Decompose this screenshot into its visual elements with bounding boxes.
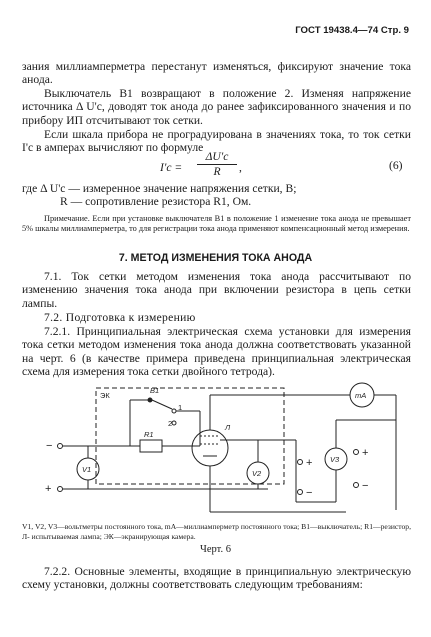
- formula-lhs: I'с =: [160, 161, 183, 174]
- formula-denominator: R: [213, 165, 221, 178]
- figure-label: Черт. 6: [200, 544, 231, 555]
- label-two: 2: [168, 419, 173, 428]
- label-v3: V3: [330, 455, 340, 464]
- formula-number: (6): [389, 159, 403, 172]
- label-b1: В1: [150, 386, 160, 395]
- paragraph-7-2-2: 7.2.2. Основные элементы, входящие в принципиальную электрическую схему установки, должны соответствовать следующим требованиям:: [22, 565, 411, 592]
- formula-tail: ,: [239, 161, 242, 174]
- paragraph-7-1: 7.1. Ток сетки методом изменения тока анода рассчитывают по изменению значения тока анода при включении резистора в цепь сетки лампы.: [22, 270, 411, 310]
- label-right-minus-2: −: [362, 480, 369, 492]
- tube-l: [192, 430, 228, 466]
- where-line-2: R — сопротивление резистора R1, Ом.: [60, 195, 252, 208]
- figure-caption: V1, V2, V3—вольтметры постоянного тока, mA—миллиамперметр постоянного тока; В1—выключатель; R1—резистор, Л- испытываемая лампа; ЭК—экранирующая камера.: [22, 522, 411, 541]
- terminal-right-minus-1: [298, 490, 303, 495]
- label-l: Л: [225, 423, 231, 432]
- terminal-right-plus-1: [298, 460, 303, 465]
- paragraph-scale-formula: Если шкала прибора не проградуирована в значениях тока, то ток сетки I'с в амперах вычисляют по формуле: [22, 128, 411, 155]
- note: Примечание. Если при установке выключателя В1 в положение 1 изменение тока анода не превышает 5% шкалы миллиамперметра, то для регистрации тока анода применяют компенсационный метод измерения.: [22, 214, 411, 233]
- paragraph-7-2-1: 7.2.1. Принципиальная электрическая схема установки для измерения тока сетки методом изменения тока анода должна соответствовать указанной на черт. 6 (в качестве примера приведена принципиальная электрическая схема для измерения тока сетки двойного тетрода).: [22, 325, 411, 379]
- label-left-minus: −: [46, 440, 53, 452]
- label-ek: ЭК: [100, 391, 110, 400]
- formula-numerator: ΔU'с: [205, 150, 229, 163]
- page-header: ГОСТ 19438.4—74 Стр. 9: [295, 25, 409, 36]
- paragraph-7-2: 7.2. Подготовка к измерению: [44, 311, 196, 324]
- label-left-plus: +: [45, 483, 52, 495]
- switch-b1-blade: [152, 400, 172, 409]
- section-title: 7. МЕТОД ИЗМЕНЕНИЯ ТОКА АНОДА: [118, 252, 313, 264]
- terminal-right-plus-2: [354, 450, 359, 455]
- label-one: 1: [178, 403, 183, 412]
- terminal-left-minus: [58, 444, 63, 449]
- where-line-1: где Δ U'с — измеренное значение напряжения сетки, В;: [22, 182, 297, 195]
- terminal-left-plus: [58, 487, 63, 492]
- terminal-right-minus-2: [354, 483, 359, 488]
- paragraph-continuation: зания миллиамперметра перестанут изменяться, фиксируют значение тока анода.: [22, 60, 411, 87]
- label-right-minus-1: −: [306, 487, 313, 499]
- label-r1: R1: [144, 430, 154, 439]
- resistor-r1: [140, 440, 162, 452]
- paragraph-switch-return: Выключатель В1 возвращают в положение 2. Изменяя напряжение источника Δ U'с, доводят ток анода до ранее зафиксированного значения и по прибору ИП отсчитывают ток сетки.: [22, 87, 411, 127]
- label-ma: mA: [355, 391, 367, 400]
- label-v1: V1: [82, 465, 92, 474]
- label-right-plus-1: +: [306, 457, 313, 469]
- label-right-plus-2: +: [362, 447, 369, 459]
- label-v2: V2: [252, 469, 262, 478]
